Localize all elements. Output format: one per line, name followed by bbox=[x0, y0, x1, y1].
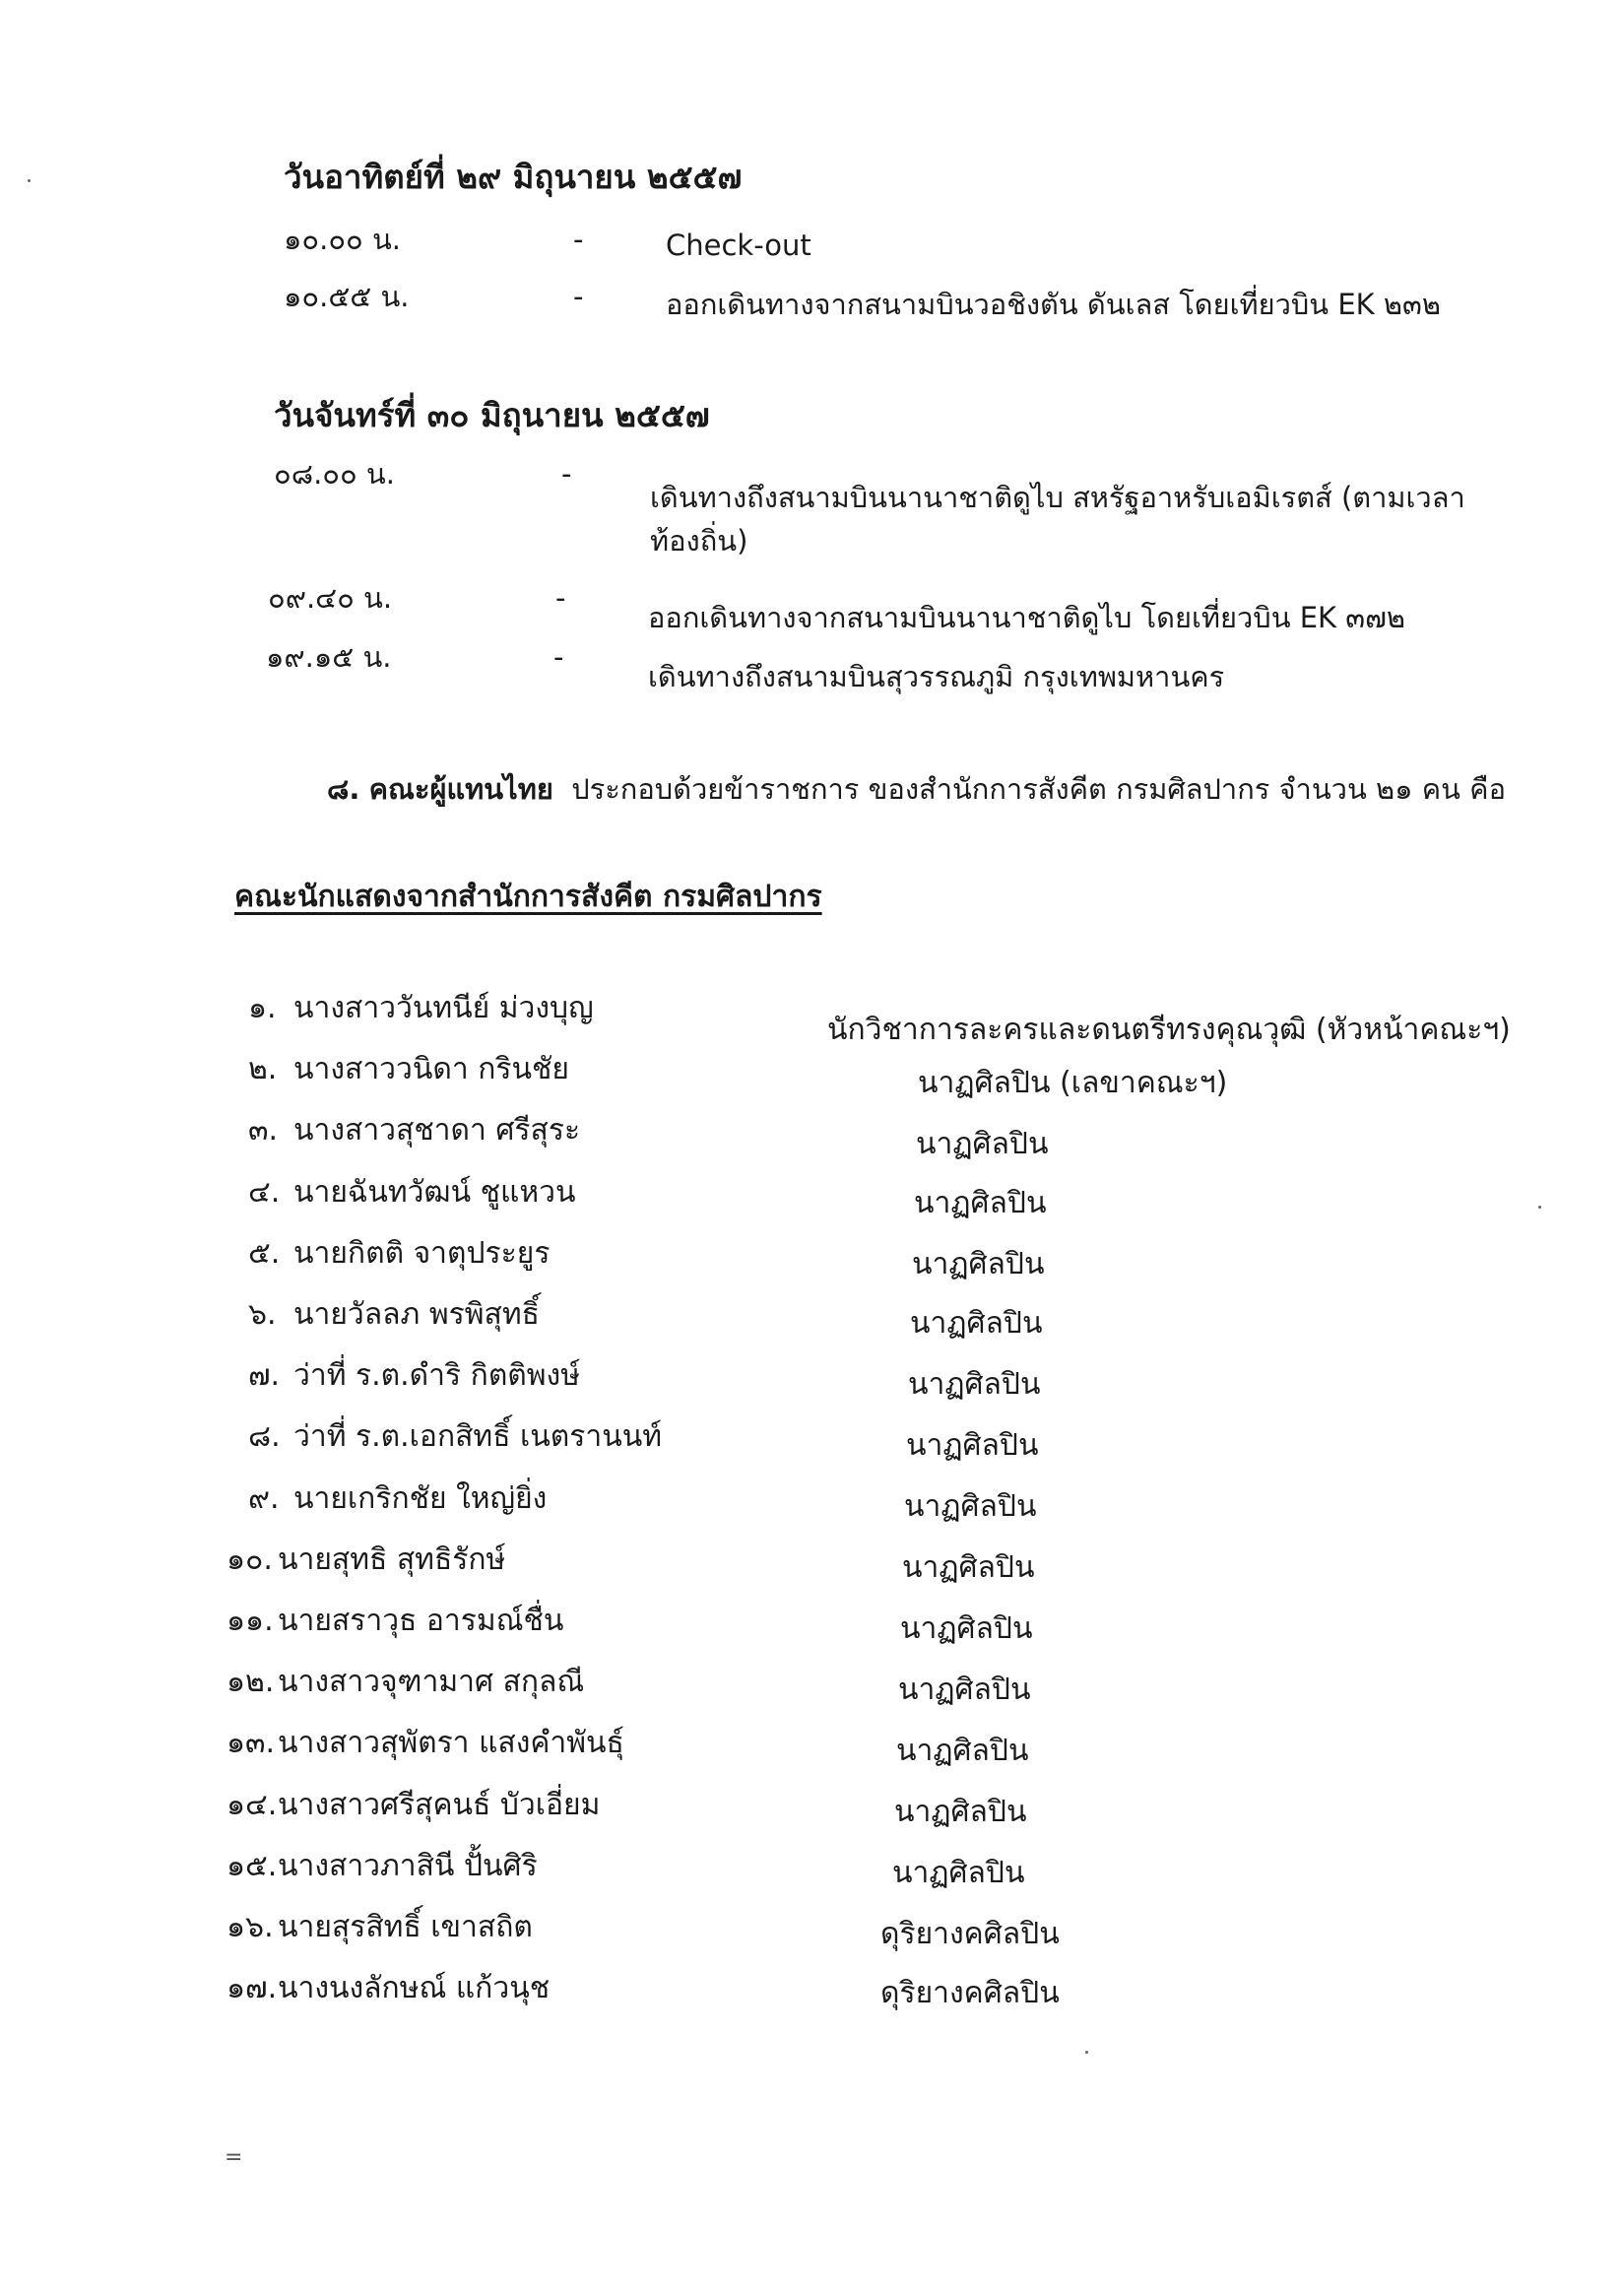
scan-speck bbox=[28, 179, 31, 182]
member-role: นาฏศิลปิน bbox=[912, 1247, 1045, 1281]
member-number: ๔. bbox=[248, 1175, 281, 1210]
delegation-text: ประกอบด้วยข้าราชการ ของสำนักการสังคีต กรมศิลปากร จำนวน ๒๑ คน คือ bbox=[571, 772, 1506, 806]
member-role: นาฏศิลปิน bbox=[904, 1489, 1037, 1524]
member-name: นางสาวสุชาดา ศรีสุระ bbox=[293, 1113, 581, 1148]
event-description: ออกเดินทางจากสนามบินวอชิงตัน ดันเลส โดยเที่ยวบิน EK ๒๓๒ bbox=[666, 288, 1441, 321]
member-role: ดุริยางคศิลปิน bbox=[880, 1917, 1060, 1951]
event-dash: - bbox=[561, 457, 572, 491]
event-time: ๑๐.๐๐ น. bbox=[284, 223, 401, 256]
member-number: ๓. bbox=[248, 1113, 279, 1148]
member-number: ๘. bbox=[248, 1419, 281, 1454]
member-name: นายฉันทวัฒน์ ชูแหวน bbox=[293, 1175, 576, 1210]
event-description: Check-out bbox=[666, 229, 811, 262]
event-dash: - bbox=[573, 280, 584, 313]
event-time: ๐๙.๔๐ น. bbox=[268, 581, 393, 615]
member-role: นาฏศิลปิน bbox=[898, 1673, 1031, 1707]
member-name: ว่าที่ ร.ต.ดำริ กิตติพงษ์ bbox=[293, 1358, 580, 1393]
event-description: เดินทางถึงสนามบินสุวรรณภูมิ กรุงเทพมหานคร bbox=[648, 660, 1225, 693]
event-description: ออกเดินทางจากสนามบินนานาชาติดูไบ โดยเที่ยวบิน EK ๓๗๒ bbox=[648, 601, 1406, 634]
member-role: นาฏศิลปิน bbox=[896, 1734, 1029, 1768]
member-role: นาฏศิลปิน bbox=[892, 1856, 1025, 1890]
member-number: ๒. bbox=[248, 1052, 278, 1086]
member-role: นาฏศิลปิน bbox=[908, 1367, 1041, 1402]
day-heading-monday: วันจันทร์ที่ ๓๐ มิถุนายน ๒๕๕๗ bbox=[274, 396, 710, 434]
delegation-paragraph bbox=[327, 772, 1506, 807]
footer-mark: = bbox=[225, 2145, 243, 2170]
scan-speck bbox=[1538, 1206, 1541, 1209]
event-time: ๑๙.๑๕ น. bbox=[266, 640, 392, 674]
delegation-label: คณะผู้แทนไทย bbox=[368, 772, 553, 806]
member-name: ว่าที่ ร.ต.เอกสิทธิ์ เนตรานนท์ bbox=[293, 1419, 663, 1454]
member-number: ๕. bbox=[248, 1236, 281, 1271]
event-time: ๑๐.๕๕ น. bbox=[284, 280, 410, 313]
member-name: นางสาวสุพัตรา แสงคำพันธุ์ bbox=[278, 1726, 624, 1760]
event-dash: - bbox=[553, 640, 564, 674]
member-number: ๑๑. bbox=[227, 1604, 274, 1638]
member-role: นาฏศิลปิน bbox=[910, 1306, 1043, 1341]
member-role: นาฏศิลปิน bbox=[900, 1611, 1033, 1646]
member-number: ๑๕. bbox=[227, 1849, 278, 1883]
member-role: นาฏศิลปิน bbox=[914, 1186, 1047, 1220]
member-number: ๑๓. bbox=[227, 1726, 276, 1760]
member-role: ดุริยางคศิลปิน bbox=[880, 1976, 1060, 2010]
member-role: นาฏศิลปิน bbox=[894, 1795, 1027, 1829]
member-name: นางสาววนิดา กรินชัย bbox=[293, 1052, 569, 1086]
member-name: นายกิตติ จาตุประยูร bbox=[293, 1236, 551, 1271]
event-dash: - bbox=[573, 223, 584, 256]
member-number: ๑๔. bbox=[227, 1788, 278, 1822]
member-number: ๑๒. bbox=[227, 1665, 275, 1699]
day-heading-sunday: วันอาทิตย์ที่ ๒๙ มิถุนายน ๒๕๕๗ bbox=[284, 158, 743, 196]
scan-speck bbox=[1085, 2051, 1088, 2054]
member-name: นางนงลักษณ์ แก้วนุช bbox=[278, 1971, 551, 2005]
member-name: นายสราวุธ อารมณ์ชื่น bbox=[278, 1604, 564, 1638]
event-description: เดินทางถึงสนามบินนานาชาติดูไบ สหรัฐอาหรับเอมิเรตส์ (ตามเวลา bbox=[650, 481, 1465, 514]
member-number: ๑๗. bbox=[227, 1971, 278, 2005]
event-time: ๐๘.๐๐ น. bbox=[274, 457, 395, 491]
member-number: ๙. bbox=[248, 1481, 280, 1516]
section-title: คณะนักแสดงจากสำนักการสังคีต กรมศิลปากร bbox=[234, 880, 822, 914]
member-name: นางสาวจุฑามาศ สกุลณี bbox=[278, 1665, 585, 1699]
member-name: นายสุรสิทธิ์ เขาสถิต bbox=[278, 1910, 533, 1944]
member-number: ๑๖. bbox=[227, 1910, 274, 1944]
member-name: นางสาวศรีสุคนธ์ บัวเอี่ยม bbox=[278, 1788, 601, 1822]
member-role: นาฏศิลปิน bbox=[906, 1428, 1039, 1463]
member-name: นางสาววันทนีย์ ม่วงบุญ bbox=[293, 991, 594, 1025]
member-role: นาฏศิลปิน bbox=[916, 1127, 1049, 1161]
member-role: นาฏศิลปิน bbox=[902, 1550, 1035, 1585]
member-role: นักวิชาการละครและดนตรีทรงคุณวุฒิ (หัวหน้าคณะฯ) bbox=[827, 1013, 1511, 1047]
member-number: ๗. bbox=[248, 1358, 281, 1393]
member-name: นายวัลลภ พรพิสุทธิ์ bbox=[293, 1297, 540, 1332]
member-role: นาฏศิลปิน (เลขาคณะฯ) bbox=[918, 1066, 1228, 1100]
member-name: นางสาวภาสินี ปั้นศิริ bbox=[278, 1849, 538, 1883]
member-number: ๑๐. bbox=[227, 1542, 273, 1577]
event-dash: - bbox=[555, 581, 566, 615]
event-description-continued: ท้องถิ่น) bbox=[650, 524, 748, 558]
member-number: ๖. bbox=[248, 1297, 277, 1332]
member-number: ๑. bbox=[248, 991, 277, 1025]
delegation-number: ๘. bbox=[327, 772, 360, 806]
member-name: นายเกริกชัย ใหญ่ยิ่ง bbox=[293, 1481, 548, 1516]
member-name: นายสุทธิ สุทธิรักษ์ bbox=[278, 1542, 506, 1577]
